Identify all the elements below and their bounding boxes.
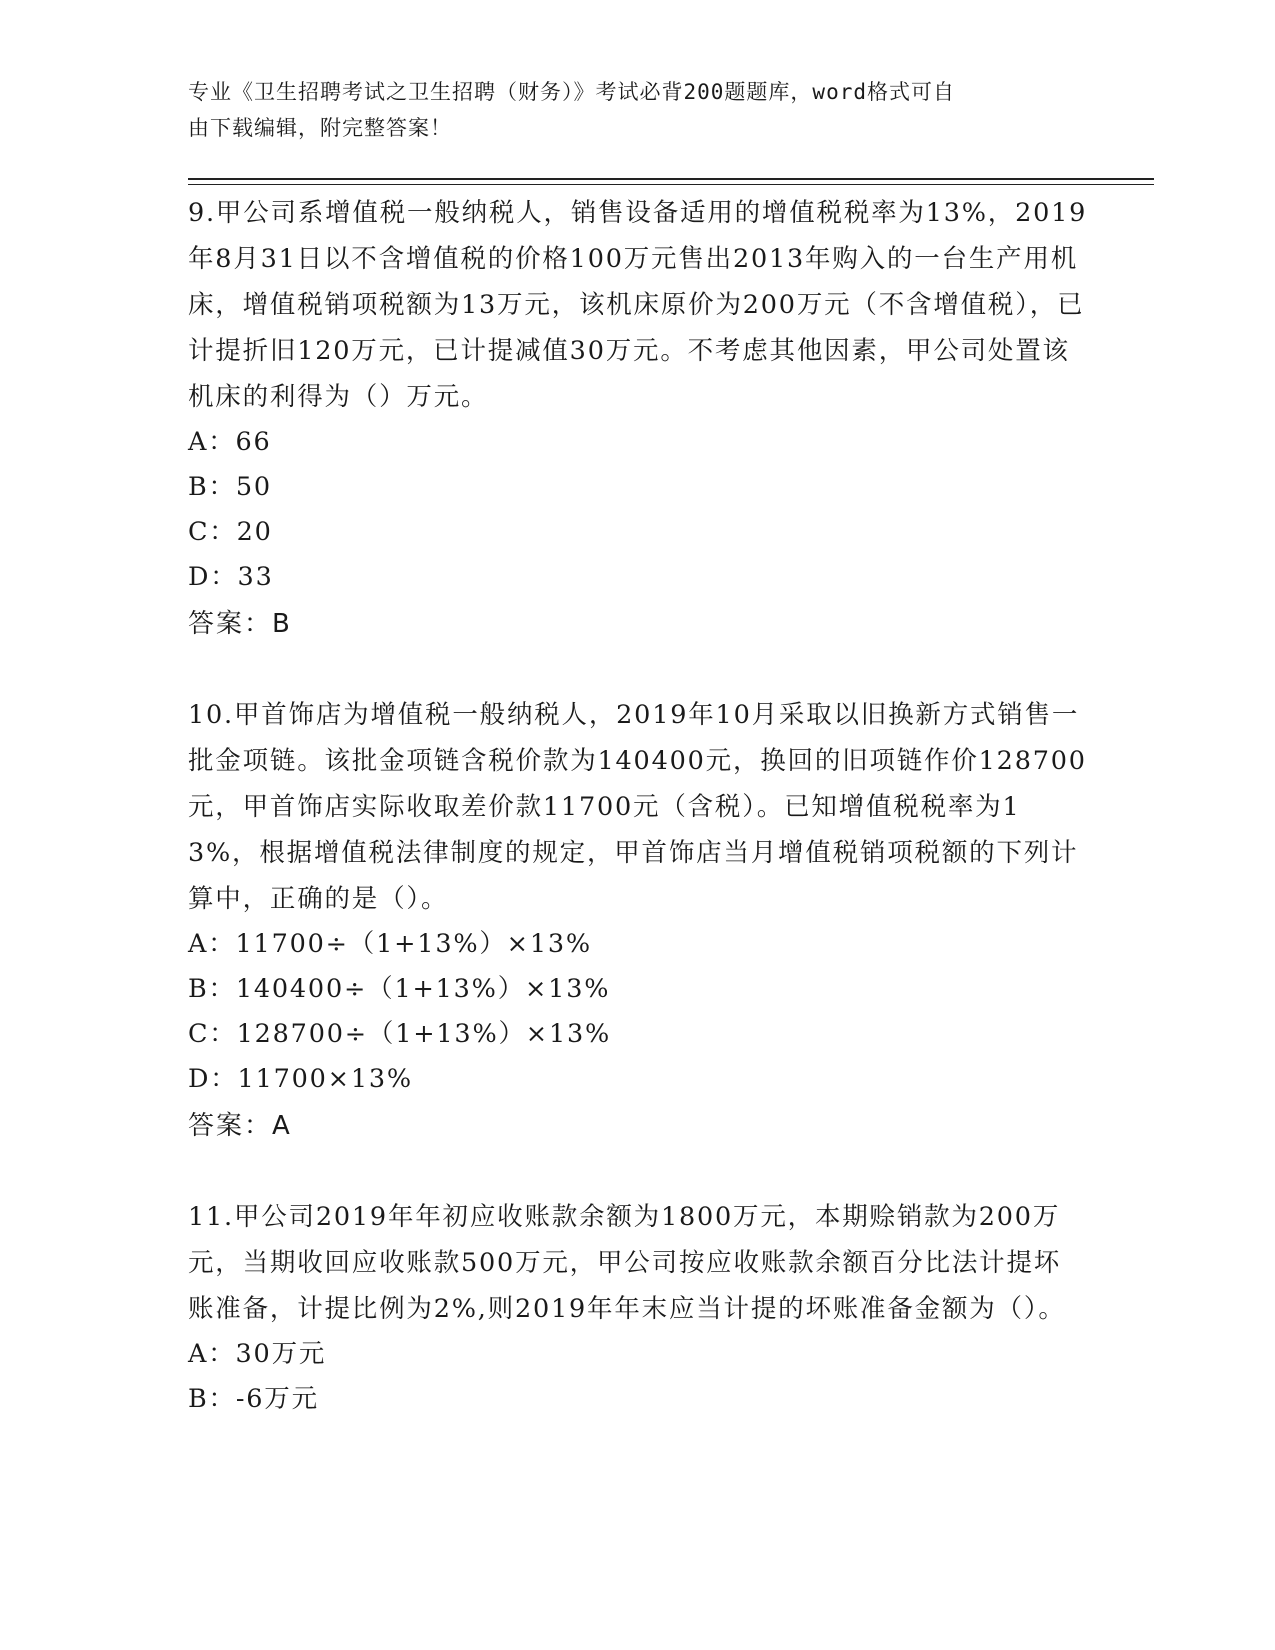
option-a: A：66: [188, 427, 272, 457]
header-divider-thick: [188, 178, 1154, 180]
answer-line: 答案：B: [188, 609, 292, 639]
option-c: C：128700÷（1+13%）×13%: [188, 1019, 612, 1049]
header-title-line-1: 专业《卫生招聘考试之卫生招聘（财务）》考试必背200题题库，word格式可自: [188, 80, 955, 104]
question-list: [188, 190, 1088, 1466]
option-b: B：140400÷（1+13%）×13%: [188, 974, 611, 1004]
document-header: [188, 74, 1068, 146]
question-stem: 9.甲公司系增值税一般纳税人，销售设备适用的增值税税率为13%，2019年8月31日以不含增值税的价格100万元售出2013年购入的一台生产用机床，增值税销项税额为13万元，该机床原价为200万元（不含增值税），已计提折旧120万元，已计提减值30万元。不考虑其他因素，甲公司处置该机床的利得为（）万元。: [188, 198, 1088, 412]
option-a: A：11700÷（1+13%）×13%: [188, 929, 592, 959]
option-b: B：50: [188, 472, 272, 502]
question-11: [188, 1194, 1088, 1422]
question-10: [188, 692, 1088, 1150]
answer-line: 答案：A: [188, 1111, 292, 1141]
option-d: D：11700×13%: [188, 1064, 413, 1094]
header-title-line-2: 由下载编辑，附完整答案！: [188, 116, 452, 140]
option-c: C：20: [188, 517, 273, 547]
option-b: B：-6万元: [188, 1384, 319, 1414]
question-stem: 11.甲公司2019年年初应收账款余额为1800万元，本期赊销款为200万元，当期收回应收账款500万元，甲公司按应收账款余额百分比法计提坏账准备，计提比例为2%,则2019年年末应当计提的坏账准备金额为（）。: [188, 1202, 1066, 1324]
header-divider-thin: [188, 184, 1154, 185]
option-d: D：33: [188, 562, 274, 592]
question-stem: 10.甲首饰店为增值税一般纳税人，2019年10月采取以旧换新方式销售一批金项链。该批金项链含税价款为140400元，换回的旧项链作价128700元，甲首饰店实际收取差价款11700元（含税）。已知增值税税率为13%，根据增值税法律制度的规定，甲首饰店当月增值税销项税额的下列计算中，正确的是（）。: [188, 700, 1087, 914]
question-9: [188, 190, 1088, 648]
option-a: A：30万元: [188, 1339, 327, 1369]
